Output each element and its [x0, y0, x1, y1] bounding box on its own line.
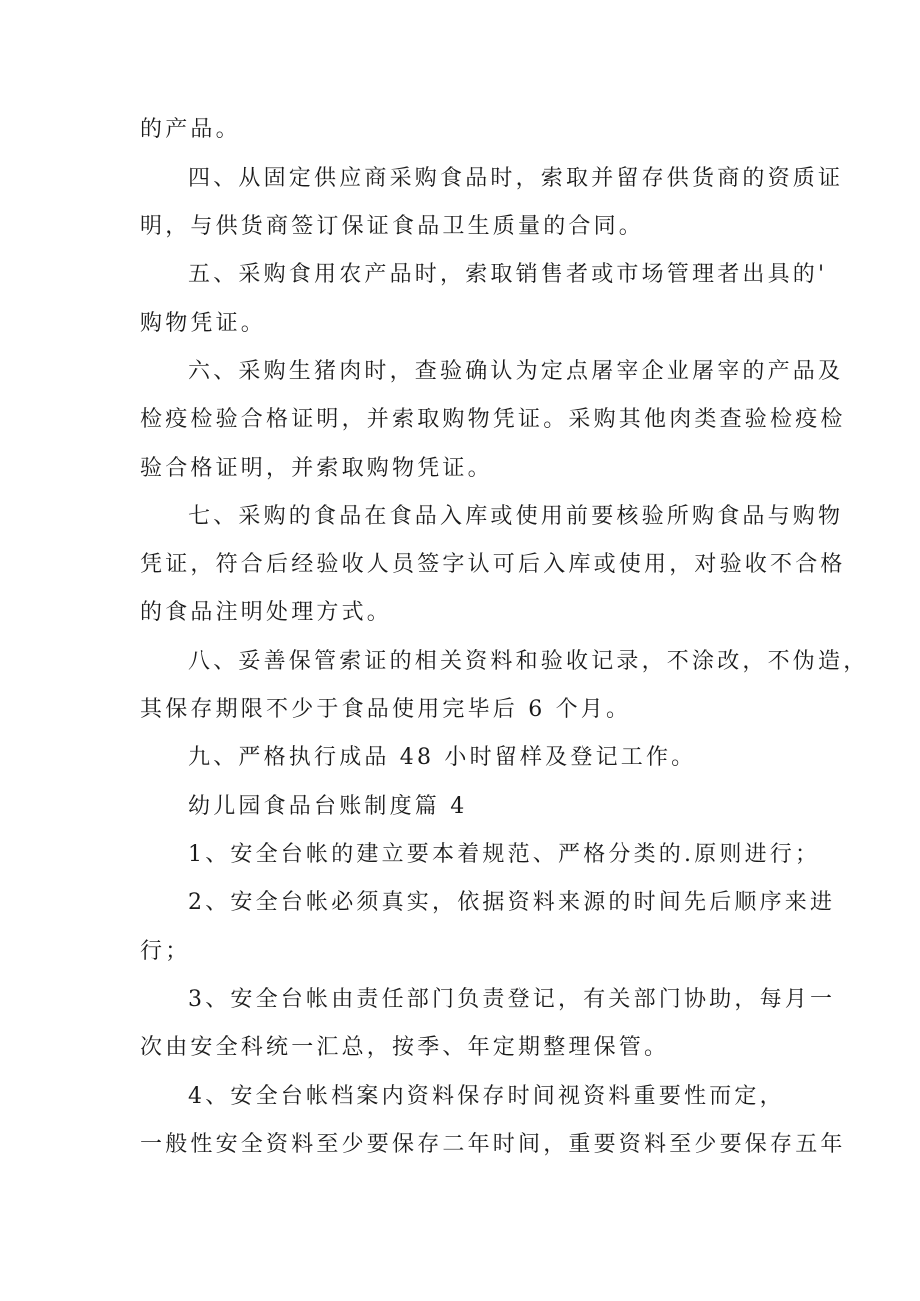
text-line: 凭证，符合后经验收人员签字认可后入库或使用，对验收不合格 [140, 552, 846, 577]
text-line: 2、安全台帐必须真实，依据资料来源的时间先后顺序来进 [188, 890, 836, 915]
section-heading: 幼儿园食品台账制度篇 4 [188, 794, 468, 819]
text-line: 购物凭证。 [140, 311, 267, 336]
text-line: 五、采购食用农产品时，索取销售者或市场管理者出具的' [188, 262, 828, 287]
text-line: 3、安全台帐由责任部门负责登记，有关部门协助，每月一 [188, 987, 836, 1012]
text-line: 的食品注明处理方式。 [140, 600, 393, 625]
text-line: 明，与供货商签订保证食品卫生质量的合同。 [140, 214, 645, 239]
text-line: 九、严格执行成品 48 小时留样及登记工作。 [188, 745, 697, 770]
text-line: 次由安全科统一汇总，按季、年定期整理保管。 [140, 1035, 670, 1060]
text-line: 一般性安全资料至少要保存二年时间，重要资料至少要保存五年 [140, 1132, 846, 1157]
text-line: 六、采购生猪肉时，查验确认为定点屠宰企业屠宰的产品及 [188, 359, 844, 384]
text-line: 4、安全台帐档案内资料保存时间视资料重要性而定， [188, 1084, 785, 1109]
text-line: 验合格证明，并索取购物凭证。 [140, 456, 493, 481]
text-line: 行； [140, 939, 191, 964]
text-line: 七、采购的食品在食品入库或使用前要核验所购食品与购物 [188, 504, 844, 529]
text-line: 八、妥善保管索证的相关资料和验收记录，不涂改，不伪造， [188, 649, 869, 674]
text-line: 检疫检验合格证明，并索取购物凭证。采购其他肉类查验检疫检 [140, 407, 846, 432]
text-line: 的产品。 [140, 117, 241, 142]
text-line: 四、从固定供应商采购食品时，索取并留存供货商的资质证 [188, 166, 844, 191]
text-line: 其保存期限不少于食品使用完毕后 6 个月。 [140, 697, 632, 722]
text-line: 1、安全台帐的建立要本着规范、严格分类的.原则进行； [188, 842, 821, 867]
